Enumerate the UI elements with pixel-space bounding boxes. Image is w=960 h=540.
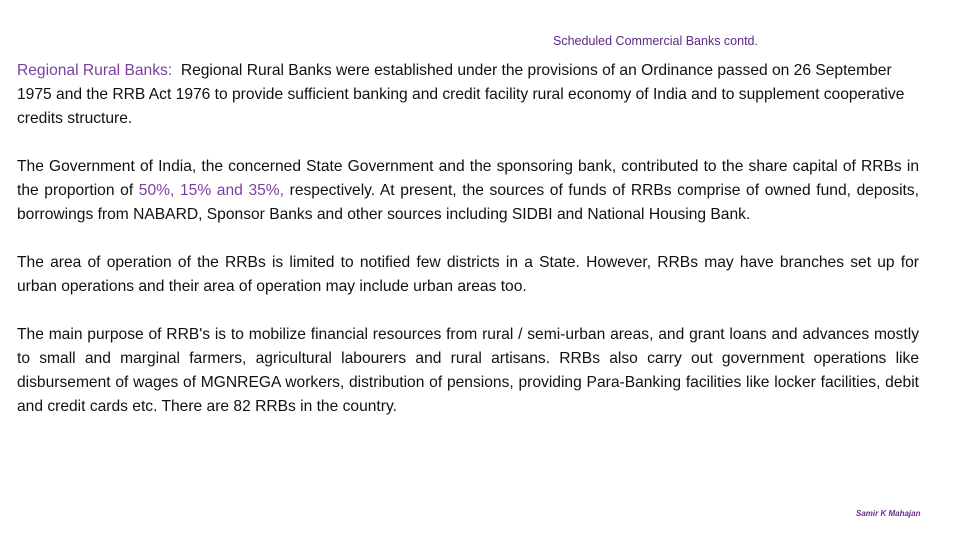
share-capital-proportions: 50%, 15% and 35%, bbox=[138, 182, 284, 199]
slide-body bbox=[17, 59, 919, 443]
paragraph-text-before: The Government of India, the concerned State Government and the sponsoring bank, contributed to the share capital of RRBs in the proportion of bbox=[17, 158, 919, 199]
paragraph-area-of-operation: The area of operation of the RRBs is limited to notified few districts in a State. However, RRBs may have branches set up for urban operations and their area of operation may include urban areas too. bbox=[17, 254, 919, 295]
paragraph-text: Regional Rural Banks were established under the provisions of an Ordinance passed on 26 September 1975 and the RRB Act 1976 to provide sufficient banking and credit facility rural economy of India and to supplement cooperative credits structure. bbox=[17, 62, 909, 127]
author-signature: Samir K Mahajan bbox=[856, 509, 921, 518]
slide-header: Scheduled Commercial Banks contd. bbox=[553, 34, 758, 48]
paragraph-lead-heading: Regional Rural Banks: bbox=[17, 62, 173, 79]
paragraph-regional-rural-banks bbox=[17, 59, 919, 131]
paragraph-share-capital bbox=[17, 155, 919, 227]
paragraph-text-after: respectively. At present, the sources of funds of RRBs comprise of owned fund, deposits, borrowings from NABARD, Sponsor Banks and other sources including SIDBI and National Housing Bank. bbox=[17, 182, 919, 223]
paragraph-main-purpose: The main purpose of RRB's is to mobilize financial resources from rural / semi-urban areas, and grant loans and advances mostly to small and marginal farmers, agricultural labourers and rural artisans. RRBs also carry out government operations like disbursement of wages of MGNREGA workers, distribution of pensions, providing Para-Banking facilities like locker facilities, debit and credit cards etc. There are 82 RRBs in the country. bbox=[17, 326, 919, 415]
